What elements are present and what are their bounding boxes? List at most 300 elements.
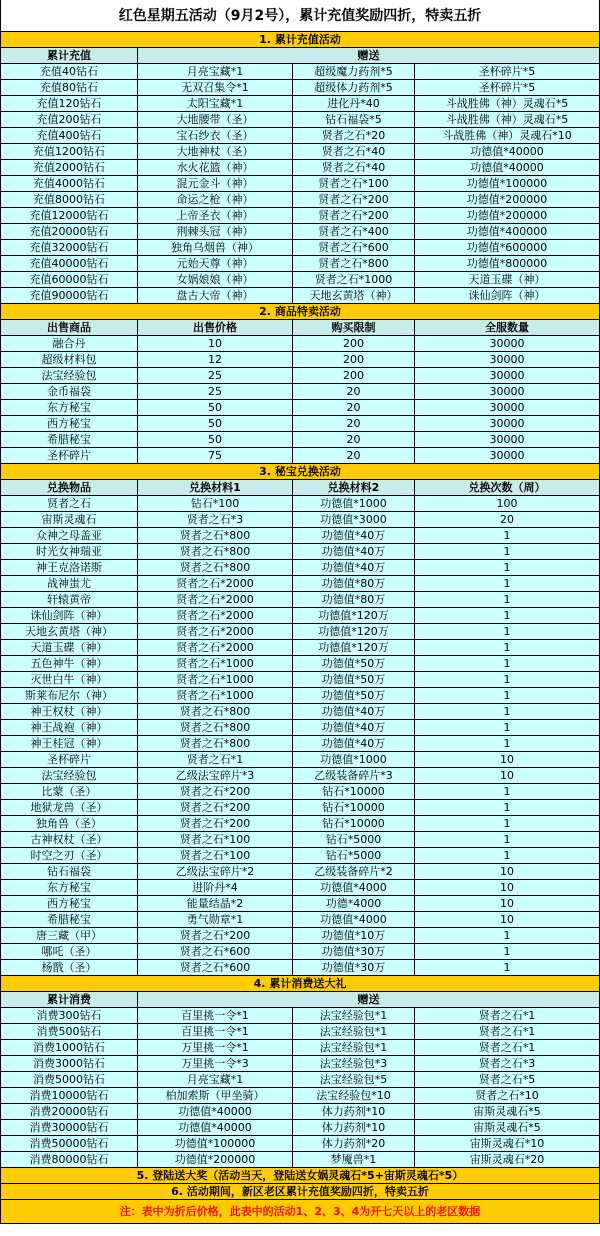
table-cell: 贤者之石*800 bbox=[138, 528, 293, 544]
column-header: 兑换材料1 bbox=[138, 480, 293, 496]
table-cell: 10 bbox=[415, 864, 600, 880]
table-cell: 地狱龙兽（圣） bbox=[0, 800, 138, 816]
table-cell: 贤者之石*3 bbox=[138, 512, 293, 528]
table-cell: 1 bbox=[415, 560, 600, 576]
table-cell: 功德值*100000 bbox=[415, 176, 600, 192]
table-cell: 功德值*120万 bbox=[293, 624, 415, 640]
table-cell: 圣杯碎片*5 bbox=[415, 64, 600, 80]
table-cell: 功德值*200000 bbox=[415, 208, 600, 224]
column-header: 兑换次数（周） bbox=[415, 480, 600, 496]
table-row bbox=[0, 1136, 600, 1152]
column-header: 累计消费 bbox=[0, 992, 138, 1008]
table-cell: 圣杯碎片 bbox=[0, 752, 138, 768]
table-cell: 功德值*40万 bbox=[293, 528, 415, 544]
table-cell: 消费1000钻石 bbox=[0, 1040, 138, 1056]
table-cell: 功德值*50万 bbox=[293, 656, 415, 672]
table-cell: 20 bbox=[293, 400, 415, 416]
table-cell: 30000 bbox=[415, 400, 600, 416]
table-cell: 斗战胜佛（神）灵魂石*5 bbox=[415, 96, 600, 112]
table-cell: 神王权杖（神） bbox=[0, 704, 138, 720]
table-cell: 神王克洛诺斯 bbox=[0, 560, 138, 576]
table-cell: 消费3000钻石 bbox=[0, 1056, 138, 1072]
table-cell: 充值8000钻石 bbox=[0, 192, 138, 208]
table-row bbox=[0, 1024, 600, 1040]
table-header-row bbox=[0, 480, 600, 496]
table-cell: 独角兽（圣） bbox=[0, 816, 138, 832]
table-row bbox=[0, 576, 600, 592]
table-cell: 功德值*400000 bbox=[415, 224, 600, 240]
table-cell: 1 bbox=[415, 544, 600, 560]
table-cell: 充值400钻石 bbox=[0, 128, 138, 144]
table-cell: 200 bbox=[293, 336, 415, 352]
table-row bbox=[0, 272, 600, 288]
table-cell: 充值120钻石 bbox=[0, 96, 138, 112]
table-cell: 50 bbox=[138, 416, 293, 432]
table-row bbox=[0, 224, 600, 240]
table-cell: 斗战胜佛（神）灵魂石*5 bbox=[415, 112, 600, 128]
table-cell: 贤者之石*200 bbox=[293, 192, 415, 208]
table-cell: 贤者之石*600 bbox=[138, 944, 293, 960]
table-cell: 超级材料包 bbox=[0, 352, 138, 368]
table-cell: 金币福袋 bbox=[0, 384, 138, 400]
table-cell: 30000 bbox=[415, 432, 600, 448]
table-row bbox=[0, 256, 600, 272]
table-cell: 战神蚩尤 bbox=[0, 576, 138, 592]
table-cell: 混元金斗（神） bbox=[138, 176, 293, 192]
column-header: 兑换材料2 bbox=[293, 480, 415, 496]
table-cell: 充值12000钻石 bbox=[0, 208, 138, 224]
table-cell: 贤者之石*1000 bbox=[138, 688, 293, 704]
table-cell: 1 bbox=[415, 816, 600, 832]
table-row bbox=[0, 768, 600, 784]
table-row bbox=[0, 832, 600, 848]
table-cell: 贤者之石*200 bbox=[138, 928, 293, 944]
table-cell: 1 bbox=[415, 720, 600, 736]
table-cell: 法宝经验包*1 bbox=[293, 1040, 415, 1056]
table-cell: 贤者之石*1 bbox=[415, 1040, 600, 1056]
footnote: 注：表中为折后价格，此表中的活动1、2、3、4为开七天以上的老区数据 bbox=[0, 1200, 600, 1224]
table-cell: 贤者之石*40 bbox=[293, 160, 415, 176]
table-cell: 20 bbox=[293, 384, 415, 400]
table-cell: 大地神杖（圣） bbox=[138, 144, 293, 160]
table-cell: 宙斯灵魂石 bbox=[0, 512, 138, 528]
section6-row bbox=[0, 1184, 600, 1200]
table-row bbox=[0, 528, 600, 544]
table-cell: 充值60000钻石 bbox=[0, 272, 138, 288]
table-cell: 75 bbox=[138, 448, 293, 464]
table-cell: 功德值*10万 bbox=[293, 928, 415, 944]
table-cell: 百里挑一令*1 bbox=[138, 1024, 293, 1040]
table-cell: 杨戬（圣） bbox=[0, 960, 138, 976]
section-header-row bbox=[0, 32, 600, 48]
table-cell: 命运之枪（神） bbox=[138, 192, 293, 208]
table-cell: 功德值*120万 bbox=[293, 608, 415, 624]
table-cell: 功德值*4000 bbox=[293, 880, 415, 896]
table-cell: 30000 bbox=[415, 368, 600, 384]
table-cell: 贤者之石*800 bbox=[293, 256, 415, 272]
table-cell: 贤者之石*1000 bbox=[138, 656, 293, 672]
table-cell: 贤者之石*1 bbox=[415, 1024, 600, 1040]
table-row bbox=[0, 640, 600, 656]
sections-container bbox=[0, 32, 600, 1168]
table-row bbox=[0, 592, 600, 608]
table-cell: 功德值*40万 bbox=[293, 736, 415, 752]
table-cell: 贤者之石 bbox=[0, 496, 138, 512]
table-header-row bbox=[0, 48, 600, 64]
table-row bbox=[0, 240, 600, 256]
table-cell: 功德值*80万 bbox=[293, 576, 415, 592]
table-cell: 法宝经验包*10 bbox=[293, 1088, 415, 1104]
table-cell: 1 bbox=[415, 832, 600, 848]
table-row bbox=[0, 880, 600, 896]
table-cell: 上帝圣衣（神） bbox=[138, 208, 293, 224]
table-cell: 贤者之石*3 bbox=[415, 1056, 600, 1072]
table-cell: 大地腰带（圣） bbox=[138, 112, 293, 128]
table-cell: 钻石福袋*5 bbox=[293, 112, 415, 128]
table-cell: 贤者之石*200 bbox=[138, 800, 293, 816]
table-cell: 功德值*200000 bbox=[415, 192, 600, 208]
table-cell: 乙级法宝碎片*3 bbox=[138, 768, 293, 784]
table-cell: 神王桂冠（神） bbox=[0, 736, 138, 752]
table-cell: 宙斯灵魂石*5 bbox=[415, 1104, 600, 1120]
table-cell: 50 bbox=[138, 400, 293, 416]
table-cell: 50 bbox=[138, 432, 293, 448]
table-cell: 月亮宝藏*1 bbox=[138, 1072, 293, 1088]
table-cell: 1 bbox=[415, 656, 600, 672]
table-cell: 10 bbox=[415, 896, 600, 912]
table-cell: 30000 bbox=[415, 448, 600, 464]
table-cell: 功德值*3000 bbox=[293, 512, 415, 528]
table-cell: 圣杯碎片 bbox=[0, 448, 138, 464]
table-cell: 1 bbox=[415, 528, 600, 544]
table-cell: 功德*4000 bbox=[293, 896, 415, 912]
table-row bbox=[0, 720, 600, 736]
section-title: 4. 累计消费送大礼 bbox=[0, 976, 600, 992]
column-header: 购买限制 bbox=[293, 320, 415, 336]
table-cell: 功德值*40万 bbox=[293, 720, 415, 736]
table-cell: 希腊秘宝 bbox=[0, 432, 138, 448]
table-cell: 10 bbox=[415, 768, 600, 784]
table-cell: 贤者之石*800 bbox=[138, 736, 293, 752]
table-row bbox=[0, 960, 600, 976]
table-cell: 200 bbox=[293, 352, 415, 368]
table-cell: 元始天尊（神） bbox=[138, 256, 293, 272]
table-row bbox=[0, 1104, 600, 1120]
table-cell: 充值200钻石 bbox=[0, 112, 138, 128]
table-cell: 功德值*800000 bbox=[415, 256, 600, 272]
table-cell: 贤者之石*200 bbox=[138, 784, 293, 800]
table-cell: 东方秘宝 bbox=[0, 880, 138, 896]
table-row bbox=[0, 432, 600, 448]
table-cell: 1 bbox=[415, 640, 600, 656]
section-header-row bbox=[0, 464, 600, 480]
table-cell: 贤者之石*600 bbox=[293, 240, 415, 256]
table-row bbox=[0, 208, 600, 224]
table-cell: 消费50000钻石 bbox=[0, 1136, 138, 1152]
table-row bbox=[0, 368, 600, 384]
table-row bbox=[0, 896, 600, 912]
table-cell: 贤者之石*800 bbox=[138, 544, 293, 560]
table-cell: 法宝经验包 bbox=[0, 768, 138, 784]
table-cell: 盘古大帝（神） bbox=[138, 288, 293, 304]
table-cell: 功德值*50万 bbox=[293, 688, 415, 704]
table-cell: 贤者之石*1 bbox=[138, 752, 293, 768]
table-cell: 功德值*40万 bbox=[293, 704, 415, 720]
table-cell: 10 bbox=[415, 912, 600, 928]
table-row bbox=[0, 624, 600, 640]
table-cell: 200 bbox=[293, 368, 415, 384]
table-row bbox=[0, 800, 600, 816]
table-cell: 时空之刃（圣） bbox=[0, 848, 138, 864]
table-cell: 融合丹 bbox=[0, 336, 138, 352]
table-cell: 贤者之石*2000 bbox=[138, 576, 293, 592]
table-cell: 1 bbox=[415, 784, 600, 800]
table-cell: 法宝经验包*1 bbox=[293, 1008, 415, 1024]
table-cell: 宝石纱衣（圣） bbox=[138, 128, 293, 144]
table-cell: 1 bbox=[415, 688, 600, 704]
table-cell: 1 bbox=[415, 800, 600, 816]
table-cell: 1 bbox=[415, 848, 600, 864]
table-cell: 宙斯灵魂石*5 bbox=[415, 1120, 600, 1136]
table-cell: 20 bbox=[293, 432, 415, 448]
table-cell: 充值2000钻石 bbox=[0, 160, 138, 176]
table-cell: 柏加索斯（甲坐骑） bbox=[138, 1088, 293, 1104]
table-cell: 灭世白牛（神） bbox=[0, 672, 138, 688]
table-row bbox=[0, 144, 600, 160]
table-row bbox=[0, 1008, 600, 1024]
table-row bbox=[0, 544, 600, 560]
table-cell: 功德值*600000 bbox=[415, 240, 600, 256]
section5-row bbox=[0, 1168, 600, 1184]
table-row bbox=[0, 1088, 600, 1104]
table-cell: 消费30000钻石 bbox=[0, 1120, 138, 1136]
table-cell: 梦魇兽*1 bbox=[293, 1152, 415, 1168]
table-cell: 唐三藏（甲） bbox=[0, 928, 138, 944]
table-cell: 贤者之石*40 bbox=[293, 144, 415, 160]
table-cell: 充值4000钻石 bbox=[0, 176, 138, 192]
table-cell: 钻石*10000 bbox=[293, 800, 415, 816]
table-cell: 1 bbox=[415, 672, 600, 688]
table-cell: 30000 bbox=[415, 352, 600, 368]
table-cell: 西方秘宝 bbox=[0, 896, 138, 912]
table-cell: 功德值*30万 bbox=[293, 944, 415, 960]
table-cell: 天道玉碟（神） bbox=[0, 640, 138, 656]
table-cell: 功德值*200000 bbox=[138, 1152, 293, 1168]
table-row bbox=[0, 448, 600, 464]
section-title: 2. 商品特卖活动 bbox=[0, 304, 600, 320]
table-cell: 功德值*4000 bbox=[293, 912, 415, 928]
column-header: 累计充值 bbox=[0, 48, 138, 64]
table-cell: 30000 bbox=[415, 416, 600, 432]
table-cell: 贤者之石*2000 bbox=[138, 640, 293, 656]
table-cell: 消费300钻石 bbox=[0, 1008, 138, 1024]
table-cell: 功德值*50万 bbox=[293, 672, 415, 688]
table-row bbox=[0, 704, 600, 720]
table-row bbox=[0, 64, 600, 80]
table-row bbox=[0, 736, 600, 752]
table-cell: 斗战胜佛（神）灵魂石*10 bbox=[415, 128, 600, 144]
table-row bbox=[0, 560, 600, 576]
table-cell: 功德值*40000 bbox=[138, 1104, 293, 1120]
table-cell: 古神权杖（圣） bbox=[0, 832, 138, 848]
table-cell: 女娲娘娘（神） bbox=[138, 272, 293, 288]
table-cell: 众神之母盖亚 bbox=[0, 528, 138, 544]
table-cell: 乙级装备碎片*3 bbox=[293, 768, 415, 784]
table-cell: 功德值*120万 bbox=[293, 640, 415, 656]
table-header-row bbox=[0, 320, 600, 336]
table-cell: 100 bbox=[415, 496, 600, 512]
table-row bbox=[0, 192, 600, 208]
table-cell: 超级体力药剂*5 bbox=[293, 80, 415, 96]
table-cell: 1 bbox=[415, 576, 600, 592]
table-cell: 功德值*40万 bbox=[293, 544, 415, 560]
table-row bbox=[0, 352, 600, 368]
table-cell: 水火花篮（神） bbox=[138, 160, 293, 176]
table-cell: 功德值*40万 bbox=[293, 560, 415, 576]
column-header: 全服数量 bbox=[415, 320, 600, 336]
table-row bbox=[0, 80, 600, 96]
table-cell: 充值80钻石 bbox=[0, 80, 138, 96]
table-cell: 诛仙剑阵（神） bbox=[0, 608, 138, 624]
table-cell: 勇气勋章*1 bbox=[138, 912, 293, 928]
table-cell: 贤者之石*2000 bbox=[138, 592, 293, 608]
table-row bbox=[0, 1056, 600, 1072]
table-cell: 12 bbox=[138, 352, 293, 368]
table-row bbox=[0, 160, 600, 176]
table-row bbox=[0, 1072, 600, 1088]
table-cell: 贤者之石*200 bbox=[293, 208, 415, 224]
table-cell: 钻石福袋 bbox=[0, 864, 138, 880]
table-cell: 10 bbox=[138, 336, 293, 352]
table-cell: 贤者之石*1 bbox=[415, 1008, 600, 1024]
table-cell: 天地玄黄塔（神） bbox=[0, 624, 138, 640]
table-cell: 乙级法宝碎片*2 bbox=[138, 864, 293, 880]
table-cell: 轩辕黄帝 bbox=[0, 592, 138, 608]
table-cell: 贤者之石*2000 bbox=[138, 624, 293, 640]
note-row bbox=[0, 1200, 600, 1224]
table-cell: 无双召集令*1 bbox=[138, 80, 293, 96]
table-cell: 进化丹*40 bbox=[293, 96, 415, 112]
table-row bbox=[0, 864, 600, 880]
table-cell: 消费80000钻石 bbox=[0, 1152, 138, 1168]
table-cell: 钻石*10000 bbox=[293, 784, 415, 800]
section6-title: 6. 活动期间，新区老区累计充值奖励四折，特卖五折 bbox=[0, 1184, 600, 1200]
table-cell: 月亮宝藏*1 bbox=[138, 64, 293, 80]
table-cell: 贤者之石*100 bbox=[293, 176, 415, 192]
table-cell: 法宝经验包*1 bbox=[293, 1024, 415, 1040]
table-cell: 西方秘宝 bbox=[0, 416, 138, 432]
title-row bbox=[0, 0, 600, 32]
table-cell: 贤者之石*200 bbox=[138, 816, 293, 832]
table-cell: 神王战袍（神） bbox=[0, 720, 138, 736]
table-cell: 万里挑一令*1 bbox=[138, 1040, 293, 1056]
table-cell: 充值40钻石 bbox=[0, 64, 138, 80]
table-row bbox=[0, 96, 600, 112]
table-row bbox=[0, 384, 600, 400]
table-cell: 诛仙剑阵（神） bbox=[415, 288, 600, 304]
table-cell: 百里挑一令*1 bbox=[138, 1008, 293, 1024]
table-cell: 太阳宝藏*1 bbox=[138, 96, 293, 112]
table-cell: 功德值*30万 bbox=[293, 960, 415, 976]
table-cell: 天道玉碟（神） bbox=[415, 272, 600, 288]
table-row bbox=[0, 1040, 600, 1056]
table-row bbox=[0, 112, 600, 128]
table-cell: 1 bbox=[415, 960, 600, 976]
table-cell: 20 bbox=[415, 512, 600, 528]
table-cell: 贤者之石*20 bbox=[293, 128, 415, 144]
table-row bbox=[0, 912, 600, 928]
table-cell: 30000 bbox=[415, 336, 600, 352]
table-cell: 法宝经验包*3 bbox=[293, 1056, 415, 1072]
table-cell: 贤者之石*10 bbox=[415, 1088, 600, 1104]
table-cell: 钻石*10000 bbox=[293, 816, 415, 832]
table-cell: 比蒙（圣） bbox=[0, 784, 138, 800]
table-cell: 进阶丹*4 bbox=[138, 880, 293, 896]
table-cell: 斯莱布尼尔（神） bbox=[0, 688, 138, 704]
table-cell: 钻石*100 bbox=[138, 496, 293, 512]
section-header-row bbox=[0, 304, 600, 320]
table-cell: 消费5000钻石 bbox=[0, 1072, 138, 1088]
table-cell: 功德值*40000 bbox=[138, 1120, 293, 1136]
table-cell: 法宝经验包 bbox=[0, 368, 138, 384]
table-cell: 消费500钻石 bbox=[0, 1024, 138, 1040]
column-header: 赠送 bbox=[138, 48, 600, 64]
table-cell: 宙斯灵魂石*20 bbox=[415, 1152, 600, 1168]
table-cell: 贤者之石*100 bbox=[138, 848, 293, 864]
table-row bbox=[0, 336, 600, 352]
table-cell: 哪吒（圣） bbox=[0, 944, 138, 960]
table-cell: 充值20000钻石 bbox=[0, 224, 138, 240]
table-cell: 贤者之石*1000 bbox=[138, 672, 293, 688]
table-row bbox=[0, 400, 600, 416]
table-cell: 充值1200钻石 bbox=[0, 144, 138, 160]
table-cell: 25 bbox=[138, 368, 293, 384]
table-cell: 贤者之石*800 bbox=[138, 704, 293, 720]
table-cell: 五色神牛（神） bbox=[0, 656, 138, 672]
section-title: 1. 累计充值活动 bbox=[0, 32, 600, 48]
table-cell: 1 bbox=[415, 944, 600, 960]
table-cell: 贤者之石*5 bbox=[415, 1072, 600, 1088]
table-row bbox=[0, 816, 600, 832]
table-row bbox=[0, 944, 600, 960]
table-row bbox=[0, 416, 600, 432]
table-cell: 功德值*80万 bbox=[293, 592, 415, 608]
table-cell: 25 bbox=[138, 384, 293, 400]
table-row bbox=[0, 608, 600, 624]
table-header-row bbox=[0, 992, 600, 1008]
table-cell: 1 bbox=[415, 592, 600, 608]
table-cell: 1 bbox=[415, 928, 600, 944]
table-row bbox=[0, 512, 600, 528]
table-cell: 天地玄黄塔（神） bbox=[293, 288, 415, 304]
table-cell: 30000 bbox=[415, 384, 600, 400]
table-cell: 乙级装备碎片*2 bbox=[293, 864, 415, 880]
table-row bbox=[0, 928, 600, 944]
table-cell: 贤者之石*100 bbox=[138, 832, 293, 848]
table-cell: 宙斯灵魂石*10 bbox=[415, 1136, 600, 1152]
table-cell: 东方秘宝 bbox=[0, 400, 138, 416]
column-header: 赠送 bbox=[138, 992, 600, 1008]
table-cell: 贤者之石*800 bbox=[138, 720, 293, 736]
table-cell: 能量结晶*2 bbox=[138, 896, 293, 912]
table-cell: 充值90000钻石 bbox=[0, 288, 138, 304]
table-cell: 1 bbox=[415, 608, 600, 624]
column-header: 兑换物品 bbox=[0, 480, 138, 496]
column-header: 出售商品 bbox=[0, 320, 138, 336]
table-cell: 消费20000钻石 bbox=[0, 1104, 138, 1120]
table-row bbox=[0, 672, 600, 688]
table-cell: 10 bbox=[415, 752, 600, 768]
